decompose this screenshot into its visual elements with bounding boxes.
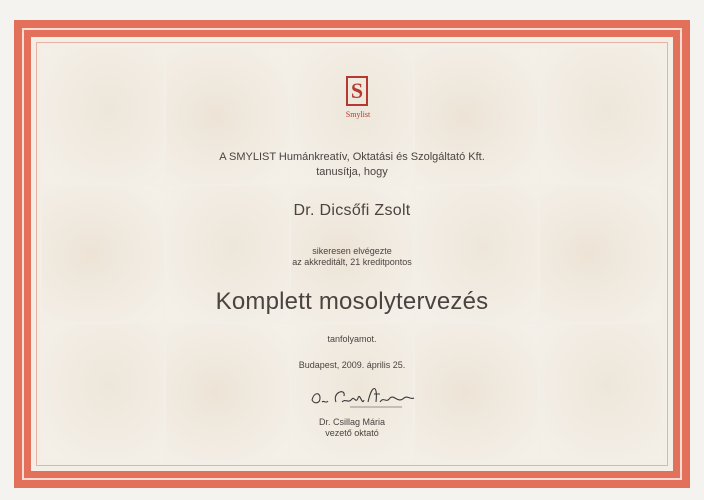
completion-line: sikeresen elvégezte: [312, 246, 392, 256]
smylist-logo: [338, 76, 378, 136]
signature: [306, 380, 416, 412]
logo-mark: S: [346, 76, 368, 106]
course-type: tanfolyamot.: [327, 334, 377, 344]
signer-role: vezető oktató: [325, 428, 379, 438]
issuer-line: A SMYLIST Humánkreatív, Oktatási és Szolgáltató Kft.: [219, 151, 485, 163]
issue-date: Budapest, 2009. április 25.: [298, 360, 406, 370]
issuer-certifies: tanusítja, hogy: [316, 166, 388, 178]
signer-name: Dr. Csillag Mária: [318, 417, 385, 427]
accreditation-line: az akkreditált, 21 kreditpontos: [292, 257, 412, 267]
course-title: Komplett mosolytervezés: [215, 288, 489, 315]
certificate-content: [42, 48, 662, 460]
recipient-name: Dr. Dicsőfi Zsolt: [293, 202, 411, 219]
logo-name: Smylist: [345, 110, 371, 119]
